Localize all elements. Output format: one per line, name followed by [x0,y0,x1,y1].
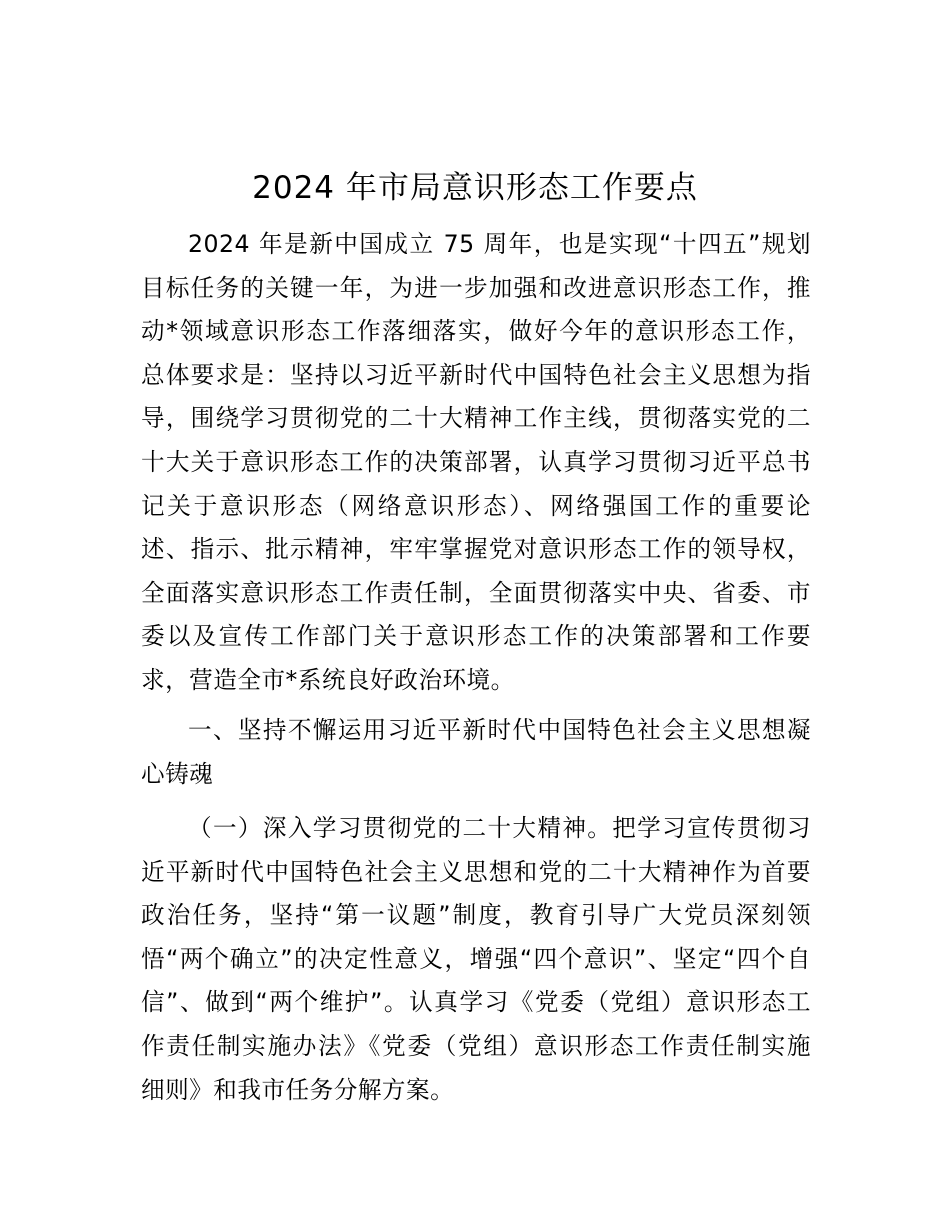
intro-line-5: 导，围绕学习贯彻党的二十大精神工作主线，贯彻落实党的二 [141,404,811,433]
section-heading-line-2: 心铸魂 [141,759,214,788]
subsection-line-2: 近平新时代中国特色社会主义思想和党的二十大精神作为首要 [141,857,811,886]
intro-line-8: 述、指示、批示精神，牢牢掌握党对意识形态工作的领导权， [141,535,811,564]
section-heading-line-1: 一、坚持不懈运用习近平新时代中国特色社会主义思想凝 [188,716,811,744]
intro-line-6: 十大关于意识形态工作的决策部署，认真学习贯彻习近平总书 [141,447,811,476]
intro-line-11: 求，营造全市*系统良好政治环境。 [141,665,515,694]
subsection-line-4: 悟“两个确立”的决定性意义，增强“四个意识”、坚定“四个自 [141,944,811,973]
subsection-line-3: 政治任务，坚持“第一议题”制度，教育引导广大党员深刻领 [141,901,811,930]
intro-line-4: 总体要求是：坚持以习近平新时代中国特色社会主义思想为指 [141,360,811,389]
subsection-line-7: 细则》和我市任务分解方案。 [141,1075,455,1104]
subsection-line-1: （一）深入学习贯彻党的二十大精神。把学习宣传贯彻习 [188,814,811,842]
subsection-paragraph [141,807,811,1112]
subsection-line-5: 信”、做到“两个维护”。认真学习《党委（党组）意识形态工 [141,988,811,1017]
intro-line-2: 目标任务的关键一年，为进一步加强和改进意识形态工作，推 [141,273,811,302]
intro-paragraph [141,223,811,703]
intro-line-10: 委以及宣传工作部门关于意识形态工作的决策部署和工作要 [141,622,811,651]
intro-line-1: 2024 年是新中国成立 75 周年，也是实现“十四五”规划 [188,230,811,258]
subsection-line-6: 作责任制实施办法》《党委（党组）意识形态工作责任制实施 [141,1031,811,1060]
intro-line-7: 记关于意识形态（网络意识形态）、网络强国工作的重要论 [141,491,811,520]
intro-line-9: 全面落实意识形态工作责任制，全面贯彻落实中央、省委、市 [141,578,811,607]
intro-line-3: 动*领域意识形态工作落细落实，做好今年的意识形态工作， [141,317,811,346]
section-heading [141,709,811,796]
document-title: 2024 年市局意识形态工作要点 [252,170,698,206]
